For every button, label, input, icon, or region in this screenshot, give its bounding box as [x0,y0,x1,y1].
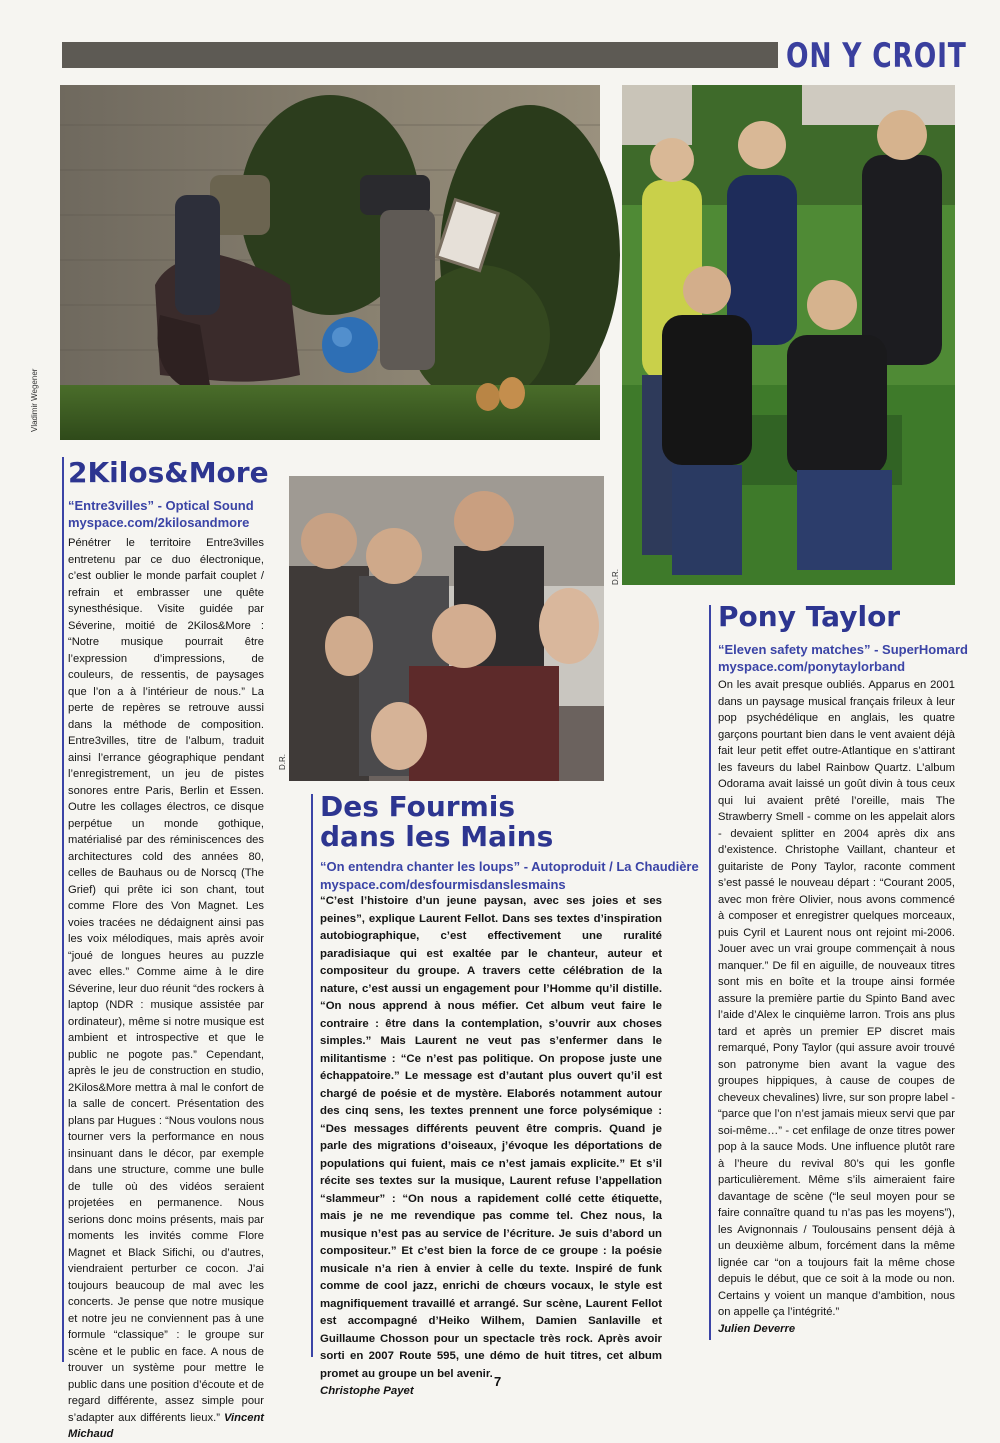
article-album-fourmis: “On entendra chanter les loups” - Autoproduit / La Chaudière [320,859,699,874]
page-number: 7 [494,1374,502,1389]
photo-credit-pony: D.R. [611,569,620,585]
article-album-pony: “Eleven safety matches” - SuperHomard [718,642,968,657]
article-text-2kilos: Pénétrer le territoire Entre3villes entretenu par ce duo électronique, c’est oublier le monde parfait couplet / refrain et embrasser une quête synesthésique. Visite guidée par Séverine, moitié de 2Kilos&More : “Notre musique pourrait être l’expression d’impressions, de couleurs, de ressentis, de paysages que l’on a à l’intérieur de nous.” La perte de repères se retrouve aussi dans la méthode de composition. Entre3villes, titre de l’album, traduit ainsi l’errance géographique pendant l’enregistrement, un jeu de pistes sonores entre Paris, Berlin et Essen. Outre les collages électros, ce disque perpétue un monde gothique, matérialisé par des réminiscences des architectures cold des années 80, celles de Bauhaus ou de Norscq (The Grief) qui prête ici son chant, tout comme Flore des Von Magnet. Les voies tracées ne dédaignent ainsi pas les voix mélodiques, mais après avoir “joué de longues heures au puzzle avec elles.” Comme aime à le dire Séverine, leur duo réunit “des rockers à laptop (NDR : musique assistée par ordinateur), même si notre musique est ambient et introspective et que le public ne pogote pas.” Cependant, après le jeu de construction en studio, 2Kilos&More mettra à mal le confort de la salle de concert. Présentation des plans par Hugues : “Nous voulons nous tourner vers la performance en nous insinuant dans le décor, par exemple dans une structure, comme une bulle de tulle où des vidéos seraient projetées en permanence. Nous serions donc moins présents, mais par moments les invités comme Flore Magnet et Black Sifichi, ou d’autres, viendraient perturber ce cocon. J’ai toujours beaucoup de mal avec les concerts. Je pense que notre musique et notre jeu ne conviennent pas à une formule “classique” : le groupe sur scène et le public en face. A nous de trouver un système pour mettre le public dans une position d’écoute et de regard différente, assez simple pour s’adapter aux différents lieux.” [68,537,264,1424]
photo-credit-fourmis: D.R. [278,754,287,770]
article-title-fourmis-line2: dans les Mains [320,820,554,853]
article-rule-pony [709,605,711,1340]
photo-credit-2kilos: Vladimir Wegener [30,368,39,432]
photo-pony-taylor-illustration [622,85,955,585]
photo-2kilos-illustration [60,85,600,440]
article-album-2kilos: “Entre3villes” - Optical Sound [68,498,254,513]
article-body-fourmis [320,893,662,1397]
photo-pony-taylor [622,85,955,585]
article-website-2kilos: myspace.com/2kilosandmore [68,515,250,530]
section-label: ON Y CROIT [786,36,967,76]
photo-2kilos-and-more [60,85,600,440]
article-website-pony: myspace.com/ponytaylorband [718,659,906,674]
article-body-2kilos [68,535,265,1440]
article-title-2kilos: 2Kilos&More [68,456,269,489]
article-website-fourmis: myspace.com/desfourmisdanslesmains [320,877,566,892]
photo-des-fourmis [289,476,604,781]
article-text-pony: On les avait presque oubliés. Apparus en 2001 dans un paysage musical français frileux à leur pop psychédélique en anglais, les quatre garçons pourtant bien dans le vent avaient déjà fait leur petit effet outre-Atlantique en s’attirant les faveurs du label Rainbow Quartz. L’album Odorama avait laissé un goût divin à tous ceux qui lui avaient prêté l’oreille, mais The Strawberry Smell - comme on les appelait alors - devaient splitter en 2004 après dix ans d’existence. Christophe Vaillant, chanteur et guitariste de Pony Taylor, raconte comment s’est passé le nouveau départ : “Courant 2005, avec mon frère Olivier, nous avons commencé à composer et enregistrer quelques morceaux, puis Cyril et Laurent nous ont rejoint mi-2006. Jouer avec un vrai groupe commençait à nous manquer.” De fil en aiguille, de nouveaux titres sont mis en boîte et la troupe ainsi formée assure la première partie du Spinto Band avec l’aide d’Alex le cinquième larron. Trois ans plus tard et après un premier EP discret mais remarqué, Pony Taylor (qui assure avoir trouvé son patronyme bien avant la vague des groupes hippiques, à cause de coupes de cheveux chevalines) livre, sur son propre label - “parce que l’on n’est jamais mieux servi que par soi-même…” - cet enfilage de onze titres power pop à la sauce Mods. Une influence plutôt rare à l’heure du revival 80’s qui les gonfle particulièrement. Même s’ils aimeraient faire davantage de scène (“le seul moyen pour se faire connaître quand tu n’as pas les moyens”), les Avignonnais / Toulousains pensent déjà à un deuxième album, forcément dans la même lignée car “on a toujours fait la même chose depuis le début, que ce soit à la mode ou non. Certains y voient un manque d’ambition, nous on appelle ça l’intégrité.” [718,679,955,1318]
article-title-pony: Pony Taylor [718,600,901,633]
header-bar [62,42,778,68]
article-title-fourmis-line1: Des Fourmis [320,790,516,823]
article-author-fourmis: Christophe Payet [320,1385,414,1397]
article-rule-2kilos [62,457,64,1362]
photo-des-fourmis-illustration [289,476,604,781]
article-body-pony [718,677,955,1344]
article-text-fourmis: “C’est l’histoire d’un jeune paysan, avec ses joies et ses peines”, explique Laurent Fellot. Dans ses textes d’inspiration autobiographique, c’est effectivement une ruralité paradisiaque qui est exaltée par le chanteur, auteur et compositeur du groupe. A travers cette célébration de la nature, c’est aussi un engagement pour l’Homme qu’il distille. “On nous apprend à nous méfier. Cet album veut faire le contraire : être dans la contemplation, s’ouvrir aux choses simples.” Mais Laurent ne veut pas s’enfermer dans le militantisme : “Ce n’est pas politique. On propose juste une échappatoire.” Le message est d’autant plus ouvert qu’il est chargé de poésie et de mystère. Elaborés notamment autour des cinq sens, les textes prennent une force polysémique : “Des messages différents peuvent être compris. Quand je parle des migrations d’oiseaux, j’évoque les déportations de populations qui fuient, mais ce n’est jamais explicite.” Et s’il récite ses textes sur la musique, Laurent refuse l’appellation “slammeur” : “On nous a rapidement collé cette étiquette, mais je ne me revendique pas comme tel. Chez nous, la musique n’est pas au service de l’écriture. Je suis d’abord un compositeur.” Et c’est bien la force de ce groupe : la poésie musicale n’a rien à envier à celle du texte. Inspiré de funk comme de cool jazz, enrichi de chœurs vocaux, le style est magnifiquement travaillé et arrangé. Sur scène, Laurent Fellot est accompagné d’Heiko Wilhem, Damien Sanlaville et Guillaume Chosson pour un spectacle très rock. Après avoir sorti en 2007 Route 595, une démo de huit titres, cet album promet au groupe un bel avenir. [320,895,662,1380]
article-author-pony: Julien Deverre [718,1322,796,1335]
article-author-2kilos: Vincent Michaud [68,1411,265,1440]
article-rule-fourmis [311,794,313,1357]
